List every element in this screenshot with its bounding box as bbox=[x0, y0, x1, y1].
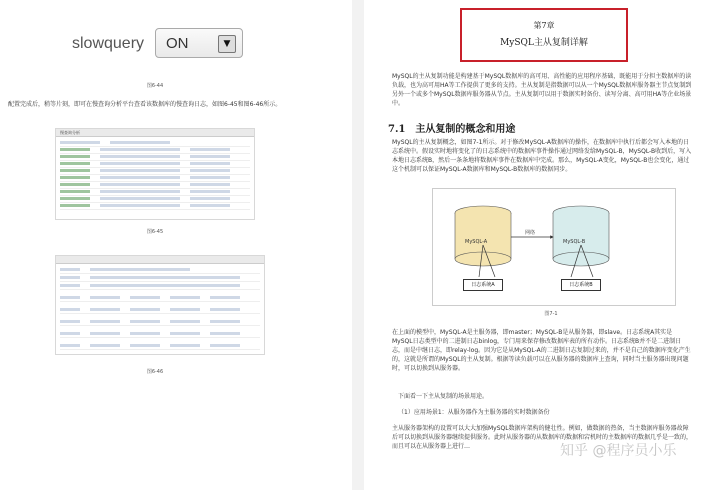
figure-caption: 图7-1 bbox=[544, 311, 558, 317]
scenario-intro: 下面看一下主从复制的场景用途。 bbox=[398, 393, 489, 400]
screenshot-slowquery-detail bbox=[55, 255, 265, 355]
chapter-heading-box bbox=[460, 8, 628, 62]
screenshot-slowquery-list bbox=[55, 128, 255, 220]
select-value: ON bbox=[166, 35, 189, 52]
scenario-1-heading: （1）应用场景1：从服务器作为主服务器的实时数据备份 bbox=[398, 409, 550, 416]
figure-caption: 图6-44 bbox=[146, 83, 164, 89]
log-system-b: 日志系统B bbox=[561, 279, 601, 291]
scenario-1-paragraph: 主从服务器架构的设置可以大大加强MySQL数据库架构的健壮性。例如，做数据的热备，当主数据库服务器故障后可以切换到从服务器继续提供服务。此时从服务器的从数据库的数据和宕机时的主数据库的数据几乎是一致的，而且可以在从服务器上进行… bbox=[392, 425, 693, 450]
chevron-down-icon[interactable]: ▼ bbox=[218, 35, 236, 53]
paragraph: 配置完成后，稍等片刻，即可在慢查询分析平台查看该数据库的慢查询日志，如图6-45和图6-46所示。 bbox=[8, 101, 282, 108]
model-paragraph: 在上面的模型中，MySQL-A是主服务器，即master；MySQL-B是从服务器，即slave。日志系统A其实是MySQL日志类型中的二进制日志binlog，专门用来保存修改数据库表的所有动作。日志系统B并不是二进制日志，而是中继日志，即relay-log。因为它是从MySQL-A的二进制日志复制过来的，并不是自己的数据库变化产生的，这就是所谓的MySQL的主从复制。根据等读负载可以在从服务器的数据库上查询，同时当主服务器出现问题时，可以切换到从服务器。 bbox=[392, 329, 691, 372]
log-system-a: 日志系统A bbox=[463, 279, 503, 291]
network-label: 网络 bbox=[525, 230, 536, 236]
intro-paragraph: MySQL的主从复制功能是构建基于MySQL数据库的高可用、高性能的应用程序基础，既能用于分担主数据库的读负载，也为高可用HA等工作提供了更多的支持。主从复制是指数据可以从一个MySQL数据库服务器主节点复制到另外一个或多个MySQL数据库服务器从节点。主从复制可以用于数据实时备份、读写分离、高可用HA等企业场景中。 bbox=[392, 73, 692, 107]
mysql-a-label: MySQL-A bbox=[465, 239, 488, 245]
chapter-title: MySQL主从复制详解 bbox=[500, 38, 588, 48]
figure-caption: 图6-45 bbox=[146, 229, 164, 235]
watermark: 知乎 @程序员小乐 bbox=[560, 443, 677, 459]
figure-caption: 图6-46 bbox=[146, 369, 164, 375]
slowquery-label: slowquery bbox=[72, 35, 145, 52]
slowquery-select[interactable] bbox=[155, 28, 243, 58]
replication-diagram bbox=[432, 188, 676, 306]
section-paragraph: MySQL的主从复制概念，如图7-1所示。对于修改MySQL-A数据库的操作，在数据库中执行后都会写入本地的日志系统中。假设实时地将变化了的日志系统中的数据库事件操作通过网络发给MySQL-B，MySQL-B收到后，写入本地日志系统B，然后一条条地将数据库事件在数据库中完成。那么，MySQL-A变化，MySQL-B也会变化，通过这个机制可以保证MySQL-A数据库和MySQL-B数据库的数据同步。 bbox=[392, 139, 692, 173]
left-page bbox=[0, 0, 352, 490]
screenshot-title: 慢查询分析 bbox=[60, 130, 80, 135]
section-title: 7.1 主从复制的概念和用途 bbox=[388, 124, 516, 135]
mysql-b-label: MySQL-B bbox=[563, 239, 586, 245]
page-gutter bbox=[352, 0, 364, 490]
chapter-number: 第7章 bbox=[533, 21, 555, 30]
